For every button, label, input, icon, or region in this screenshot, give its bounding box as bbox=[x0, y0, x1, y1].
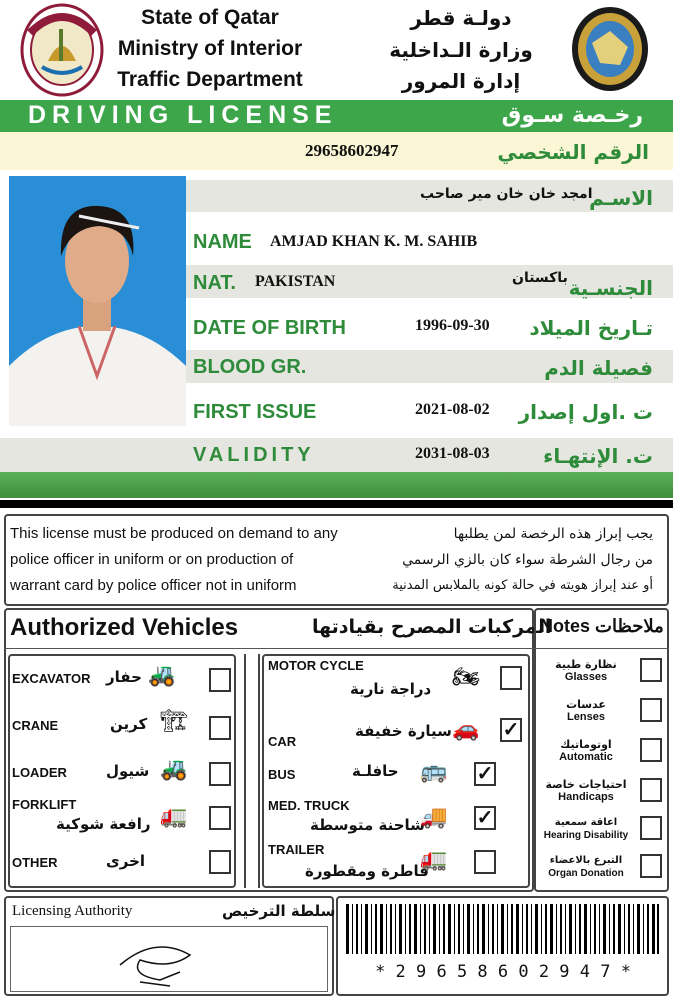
other-checkbox[interactable] bbox=[209, 850, 231, 874]
lenses-checkbox[interactable] bbox=[640, 698, 662, 722]
crane-checkbox[interactable] bbox=[209, 716, 231, 740]
loader-checkbox[interactable] bbox=[209, 762, 231, 786]
issue-label-ar: ت .اول إصدار bbox=[518, 400, 653, 424]
other-label-ar: اخرى bbox=[106, 852, 146, 870]
car-label-ar: سيارة خفيفة bbox=[355, 722, 452, 740]
forklift-checkbox[interactable] bbox=[209, 806, 231, 830]
car-label: CAR bbox=[268, 734, 297, 749]
auth-divider bbox=[4, 648, 534, 649]
nat-label: NAT. bbox=[193, 272, 236, 294]
signature-icon bbox=[110, 930, 200, 990]
crane-icon: 🏗 bbox=[160, 708, 188, 733]
notice-en-2: police officer in uniform or on production of bbox=[10, 551, 294, 568]
name-value: AMJAD KHAN K. M. SAHIB bbox=[270, 233, 478, 250]
barcode-icon bbox=[346, 904, 660, 954]
trailer-label-ar: قاطرة ومقطورة bbox=[305, 862, 429, 880]
motorcycle-label-ar: دراجة نارية bbox=[350, 680, 432, 698]
vehicle-bracket bbox=[244, 654, 260, 888]
excavator-icon: 🚜 bbox=[148, 662, 176, 687]
bus-checkbox[interactable]: ✓ bbox=[474, 762, 496, 786]
dob-label-ar: تـاريخ الميلاد bbox=[529, 316, 653, 340]
handicaps-checkbox[interactable] bbox=[640, 778, 662, 802]
note-organ-en: Organ Donation bbox=[548, 868, 624, 879]
motorcycle-icon: 🏍 bbox=[452, 664, 480, 689]
note-handicaps-en: Handicaps bbox=[558, 791, 614, 803]
gcc-emblem-icon bbox=[570, 5, 650, 93]
nat-label-ar: الجنسـية bbox=[568, 276, 653, 300]
issue-value: 2021-08-02 bbox=[415, 401, 490, 418]
other-label: OTHER bbox=[12, 855, 58, 870]
auth-title-ar: المركبات المصرح بقيادتها bbox=[312, 616, 552, 638]
note-lenses-ar: عدسات bbox=[566, 698, 606, 711]
notice-en-1: This license must be produced on demand to any bbox=[10, 525, 338, 542]
nat-value-ar: باكستان bbox=[512, 270, 568, 286]
hearing-checkbox[interactable] bbox=[640, 816, 662, 840]
header-en-line2: Ministry of Interior bbox=[117, 37, 303, 60]
header-ar-line1: دولـة قطر bbox=[410, 6, 512, 30]
trailer-icon: 🚛 bbox=[420, 846, 448, 871]
note-glasses bbox=[540, 658, 632, 684]
note-hearing-ar: اعاقة سمعية bbox=[554, 817, 618, 828]
med-truck-label: MED. TRUCK bbox=[268, 798, 350, 813]
loader-label-ar: شيول bbox=[106, 762, 150, 780]
personal-id-label: الرقم الشخصي bbox=[497, 140, 649, 164]
note-hearing-en: Hearing Disability bbox=[543, 830, 629, 841]
loader-label: LOADER bbox=[12, 765, 67, 780]
med-truck-label-ar: شاحنة متوسطة bbox=[310, 816, 425, 834]
card-separator bbox=[0, 500, 673, 508]
car-checkbox[interactable]: ✓ bbox=[500, 718, 522, 742]
blood-label: BLOOD GR. bbox=[193, 356, 307, 378]
glasses-checkbox[interactable] bbox=[640, 658, 662, 682]
blood-label-ar: فصيلة الدم bbox=[544, 356, 653, 380]
dob-label: DATE OF BIRTH bbox=[193, 317, 346, 339]
bus-label-ar: حافلـة bbox=[352, 762, 399, 780]
note-handicaps bbox=[540, 778, 632, 804]
automatic-checkbox[interactable] bbox=[640, 738, 662, 762]
holder-photo bbox=[9, 176, 186, 426]
issue-label: FIRST ISSUE bbox=[193, 401, 317, 423]
motorcycle-checkbox[interactable] bbox=[500, 666, 522, 690]
bus-label: BUS bbox=[268, 767, 296, 782]
organ-donation-checkbox[interactable] bbox=[640, 854, 662, 878]
trailer-checkbox[interactable] bbox=[474, 850, 496, 874]
trailer-label: TRAILER bbox=[268, 842, 325, 857]
note-automatic bbox=[540, 738, 632, 764]
truck-icon: 🚚 bbox=[420, 804, 448, 829]
car-icon: 🚗 bbox=[452, 716, 480, 741]
validity-label: VALIDITY bbox=[193, 444, 315, 466]
header-ar-line2: وزارة الـداخلية bbox=[389, 38, 533, 62]
note-lenses-en: Lenses bbox=[567, 711, 605, 723]
bus-icon: 🚌 bbox=[420, 758, 448, 783]
note-glasses-ar: نظارة طبية bbox=[555, 658, 617, 671]
qatar-emblem-icon bbox=[20, 3, 104, 97]
notice-ar-1: يجب إبراز هذه الرخصة لمن يطلبها bbox=[453, 526, 653, 542]
note-hearing bbox=[540, 816, 632, 842]
forklift-icon: 🚛 bbox=[160, 803, 188, 828]
note-automatic-en: Automatic bbox=[559, 751, 613, 763]
personal-id-value: 29658602947 bbox=[305, 141, 399, 160]
notice-ar-2: من رجال الشرطة سواء كان بالزي الرسمي bbox=[402, 552, 653, 568]
licensing-label-en: Licensing Authority bbox=[12, 903, 133, 919]
licensing-label-ar: سلطة الترخيص bbox=[222, 902, 336, 920]
dob-value: 1996-09-30 bbox=[415, 317, 490, 334]
crane-label-ar: كرين bbox=[110, 715, 148, 733]
decorative-band bbox=[0, 472, 673, 498]
note-organ-donation bbox=[540, 854, 632, 880]
notes-divider bbox=[534, 648, 669, 649]
excavator-label: EXCAVATOR bbox=[12, 671, 91, 686]
note-automatic-ar: اوتوماتيك bbox=[560, 738, 612, 751]
notice-en-3: warrant card by police officer not in uniform bbox=[10, 577, 297, 594]
loader-icon: 🚜 bbox=[160, 756, 188, 781]
title-en: DRIVING LICENSE bbox=[28, 101, 338, 129]
header-en-line1: State of Qatar bbox=[141, 6, 279, 29]
forklift-label-ar: رافعة شوكية bbox=[56, 815, 151, 833]
header-ar-line3: إدارة المرور bbox=[401, 69, 521, 93]
motorcycle-label: MOTOR CYCLE bbox=[268, 658, 364, 673]
excavator-checkbox[interactable] bbox=[209, 668, 231, 692]
note-handicaps-ar: احتياجات خاصة bbox=[545, 778, 627, 791]
header-en-line3: Traffic Department bbox=[117, 68, 303, 91]
note-organ-ar: التبرع بالاعضاء bbox=[549, 855, 623, 866]
med-truck-checkbox[interactable]: ✓ bbox=[474, 806, 496, 830]
forklift-label: FORKLIFT bbox=[12, 797, 77, 812]
name-ar-value: امجد خان خان مير صاحب bbox=[420, 186, 593, 202]
validity-label-ar: ت. الإنتهـاء bbox=[543, 444, 653, 468]
notes-title: Notes ملاحظات bbox=[540, 616, 664, 636]
auth-title-en: Authorized Vehicles bbox=[10, 614, 239, 641]
note-glasses-en: Glasses bbox=[564, 671, 608, 683]
title-ar: رخـصة سـوق bbox=[501, 103, 643, 128]
crane-label: CRANE bbox=[12, 718, 59, 733]
excavator-label-ar: حفار bbox=[106, 668, 142, 686]
name-ar-label: الاسـم bbox=[589, 186, 653, 210]
name-label: NAME bbox=[193, 231, 252, 253]
note-lenses bbox=[540, 698, 632, 724]
barcode-text: * 2 9 6 5 8 6 0 2 9 4 7 * bbox=[375, 962, 631, 982]
notice-ar-3: أو عند إبراز هويته في حالة كونه بالملابس المدنية bbox=[392, 578, 653, 593]
validity-value: 2031-08-03 bbox=[415, 445, 490, 462]
nat-value: PAKISTAN bbox=[255, 273, 336, 290]
